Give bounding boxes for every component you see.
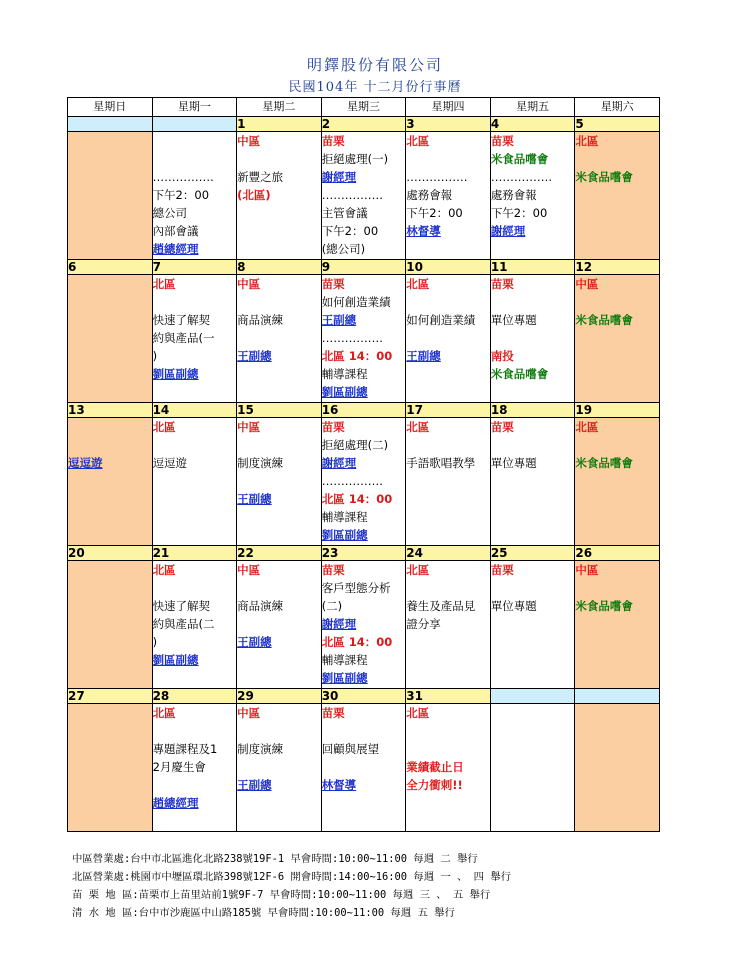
calendar-title: 民國104年 十二月份行事曆 xyxy=(288,80,462,95)
day-events xyxy=(490,704,575,832)
event-line: 處務會報 xyxy=(406,188,453,202)
event-line: 苗栗 xyxy=(321,134,345,148)
event-line xyxy=(237,472,321,490)
week-date-row xyxy=(68,117,660,132)
day-number xyxy=(152,117,237,132)
event-line: 全力衝刺!! xyxy=(406,778,463,792)
day-events xyxy=(406,704,491,832)
day-events xyxy=(152,704,237,832)
event-line: 謝經理 xyxy=(321,617,357,631)
weekday-header: 星期日 xyxy=(68,98,153,117)
day-number xyxy=(490,689,575,704)
event-line: 逗逗遊 xyxy=(68,456,103,470)
event-line: 下午2：00 xyxy=(321,224,379,238)
day-events xyxy=(490,561,575,689)
event-line: 單位專題 xyxy=(490,456,537,470)
week-date-row xyxy=(68,689,660,704)
day-number: 7 xyxy=(152,260,237,275)
day-events xyxy=(152,132,237,260)
event-line: 專題課程及1 xyxy=(152,742,218,756)
day-events xyxy=(321,418,406,546)
event-line: 米食品嚐會 xyxy=(490,152,549,166)
day-number: 13 xyxy=(68,403,153,418)
event-line: ……………. xyxy=(321,331,383,345)
office-row xyxy=(72,850,692,868)
meeting-time: 早會時間:10:00~11:00 每週 五 舉行 xyxy=(267,907,455,919)
event-line: 總公司 xyxy=(152,206,188,220)
day-number: 10 xyxy=(406,260,491,275)
day-events xyxy=(68,704,153,832)
event-line xyxy=(153,722,237,740)
event-line: 北區 xyxy=(575,134,599,148)
event-line: 如何創造業績 xyxy=(321,295,391,309)
event-line xyxy=(153,579,237,597)
day-events xyxy=(237,275,322,403)
event-line: 客戶型態分析 xyxy=(321,581,391,595)
day-events xyxy=(237,418,322,546)
event-line xyxy=(153,150,237,168)
day-events xyxy=(406,275,491,403)
office-address: 清 水 地 區:台中市沙鹿區中山路185號 xyxy=(72,907,268,919)
event-line: ) xyxy=(152,635,158,649)
company-name: 明鐸股份有限公司 xyxy=(306,56,443,74)
event-line: 謝經理 xyxy=(490,224,526,238)
week-date-row xyxy=(68,546,660,561)
event-line xyxy=(237,150,321,168)
event-line: 苗栗 xyxy=(321,563,345,577)
event-line: 業績截止日 xyxy=(406,760,464,774)
day-number: 14 xyxy=(152,403,237,418)
event-line: 下午2：00 xyxy=(152,188,210,202)
day-events xyxy=(68,418,153,546)
day-number: 1 xyxy=(237,117,322,132)
weekday-header: 星期六 xyxy=(575,98,660,117)
event-line: 單位專題 xyxy=(490,313,537,327)
event-line xyxy=(406,740,490,758)
day-number xyxy=(68,117,153,132)
meeting-time: 早會時間:10:00~11:00 每週 二 舉行 xyxy=(290,853,478,865)
day-number: 30 xyxy=(321,689,406,704)
event-line xyxy=(406,579,490,597)
event-line: 養生及產品見 xyxy=(406,599,476,613)
day-events xyxy=(490,275,575,403)
event-line xyxy=(575,579,659,597)
event-line: 中區 xyxy=(237,420,261,434)
week-events-row xyxy=(68,704,660,832)
event-line: 2月慶生會 xyxy=(152,760,206,774)
day-events xyxy=(575,275,660,403)
event-line: 輔導課程 xyxy=(321,367,368,381)
day-events xyxy=(406,418,491,546)
event-line: 證分享 xyxy=(406,617,441,631)
day-events xyxy=(575,561,660,689)
event-line: 趙總經理 xyxy=(152,796,199,810)
office-row xyxy=(72,868,692,886)
day-number: 31 xyxy=(406,689,491,704)
event-line: 北區 xyxy=(152,563,176,577)
event-line: 劉區副總 xyxy=(321,385,368,399)
event-line xyxy=(153,132,237,150)
day-number: 15 xyxy=(237,403,322,418)
event-line xyxy=(406,722,490,740)
event-line xyxy=(237,579,321,597)
day-number: 2 xyxy=(321,117,406,132)
event-line: 王副總 xyxy=(321,313,357,327)
week-events-row xyxy=(68,275,660,403)
event-line: ) xyxy=(152,349,158,363)
event-line: 北區 14：00 xyxy=(321,635,393,649)
day-number: 16 xyxy=(321,403,406,418)
event-line: 制度演練 xyxy=(237,456,284,470)
event-line: (總公司) xyxy=(321,242,366,256)
event-line xyxy=(575,436,659,454)
event-line: 北區 14：00 xyxy=(321,349,393,363)
event-line: 林督導 xyxy=(406,224,441,238)
day-number: 26 xyxy=(575,546,660,561)
day-events xyxy=(575,132,660,260)
day-number: 22 xyxy=(237,546,322,561)
event-line: 謝經理 xyxy=(321,170,357,184)
event-line xyxy=(237,758,321,776)
event-line: 北區 xyxy=(152,420,176,434)
event-line: 中區 xyxy=(575,277,599,291)
event-line: 輔導課程 xyxy=(321,653,368,667)
event-line: 苗栗 xyxy=(321,420,345,434)
day-number: 12 xyxy=(575,260,660,275)
event-line xyxy=(153,293,237,311)
weekday-header-row xyxy=(68,98,660,117)
week-date-row xyxy=(68,260,660,275)
day-events xyxy=(490,418,575,546)
event-line xyxy=(491,436,575,454)
day-events xyxy=(406,561,491,689)
day-events xyxy=(237,704,322,832)
event-line: 北區 xyxy=(406,706,430,720)
event-line: 王副總 xyxy=(237,349,272,363)
event-line: 快速了解契 xyxy=(152,313,211,327)
event-line: 劉區副總 xyxy=(152,367,199,381)
event-line: 劉區副總 xyxy=(321,671,368,685)
event-line: 劉區副總 xyxy=(152,653,199,667)
week-events-row xyxy=(68,132,660,260)
event-line xyxy=(237,436,321,454)
day-number: 18 xyxy=(490,403,575,418)
day-number: 27 xyxy=(68,689,153,704)
event-line: 商品演練 xyxy=(237,599,284,613)
event-line: 米食品嚐會 xyxy=(575,313,633,327)
event-line: 回顧與展望 xyxy=(321,742,380,756)
office-info xyxy=(72,850,692,922)
week-events-row xyxy=(68,561,660,689)
event-line: 快速了解契 xyxy=(152,599,211,613)
event-line: 北區 xyxy=(575,420,599,434)
event-line: 約與產品(一 xyxy=(152,331,215,345)
event-line: 北區 xyxy=(406,277,430,291)
weekday-header: 星期三 xyxy=(321,98,406,117)
event-line: 北區 xyxy=(406,420,430,434)
day-number: 28 xyxy=(152,689,237,704)
day-events xyxy=(490,132,575,260)
event-line: 中區 xyxy=(237,563,261,577)
weekday-header: 星期五 xyxy=(490,98,575,117)
event-line: 手語歌唱教學 xyxy=(406,456,476,470)
event-line: 王副總 xyxy=(237,778,272,792)
office-row xyxy=(72,904,692,922)
office-row xyxy=(72,886,692,904)
event-line: 內部會議 xyxy=(152,224,199,238)
day-number: 17 xyxy=(406,403,491,418)
event-line: 新豐之旅 xyxy=(237,170,284,184)
event-line: 苗栗 xyxy=(321,706,345,720)
weekday-header: 星期一 xyxy=(152,98,237,117)
event-line: 北區 xyxy=(406,134,430,148)
event-line: 米食品嚐會 xyxy=(575,170,633,184)
day-number: 11 xyxy=(490,260,575,275)
weekday-header: 星期二 xyxy=(237,98,322,117)
event-line: 下午2：00 xyxy=(490,206,548,220)
event-line: 王副總 xyxy=(237,492,272,506)
event-line: 下午2：00 xyxy=(406,206,463,220)
event-line: 商品演練 xyxy=(237,313,284,327)
event-line xyxy=(406,329,490,347)
meeting-time: 開會時間:14:00~16:00 每週 一 、 四 舉行 xyxy=(290,871,512,883)
event-line: 拒絕處理(二) xyxy=(321,438,389,452)
week-date-row xyxy=(68,403,660,418)
day-events xyxy=(68,132,153,260)
event-line xyxy=(237,615,321,633)
event-line: 輔導課程 xyxy=(321,510,368,524)
event-line: 南投 xyxy=(490,349,514,363)
event-line: 北區 xyxy=(152,277,176,291)
event-line: ……………. xyxy=(490,170,552,184)
event-line: ……………. xyxy=(406,170,468,184)
event-line xyxy=(491,579,575,597)
day-events xyxy=(237,561,322,689)
event-line xyxy=(575,150,659,168)
day-number: 21 xyxy=(152,546,237,561)
event-line: 中區 xyxy=(237,706,261,720)
day-events xyxy=(321,704,406,832)
day-events xyxy=(575,418,660,546)
event-line: 米食品嚐會 xyxy=(490,367,549,381)
event-line: 主管會議 xyxy=(321,206,368,220)
day-events xyxy=(152,418,237,546)
day-number: 29 xyxy=(237,689,322,704)
day-number: 5 xyxy=(575,117,660,132)
event-line: 劉區副總 xyxy=(321,528,368,542)
event-line: 米食品嚐會 xyxy=(575,456,633,470)
day-events xyxy=(321,132,406,260)
event-line: 王副總 xyxy=(237,635,272,649)
event-line: ……………. xyxy=(152,170,214,184)
event-line xyxy=(68,418,152,436)
event-line: 苗栗 xyxy=(321,277,345,291)
event-line: 謝經理 xyxy=(321,456,357,470)
day-number: 20 xyxy=(68,546,153,561)
day-events xyxy=(321,275,406,403)
event-line xyxy=(406,436,490,454)
event-line: 約與產品(二 xyxy=(152,617,215,631)
event-line xyxy=(406,150,490,168)
event-line: 拒絕處理(一) xyxy=(321,152,389,166)
event-line: (北區) xyxy=(237,188,271,202)
event-line xyxy=(68,436,152,454)
day-number: 8 xyxy=(237,260,322,275)
event-line: 苗栗 xyxy=(490,420,514,434)
event-line: 北區 xyxy=(406,563,430,577)
event-line: 北區 14：00 xyxy=(321,492,393,506)
event-line: 中區 xyxy=(237,277,261,291)
event-line: ……………. xyxy=(321,474,383,488)
event-line xyxy=(575,293,659,311)
weekday-header: 星期四 xyxy=(406,98,491,117)
day-events xyxy=(575,704,660,832)
event-line xyxy=(491,293,575,311)
calendar-table xyxy=(67,97,660,832)
event-line xyxy=(153,776,237,794)
event-line: 逗逗遊 xyxy=(152,456,188,470)
day-number: 3 xyxy=(406,117,491,132)
event-line: 苗栗 xyxy=(490,277,514,291)
event-line: 如何創造業績 xyxy=(406,313,476,327)
day-number: 4 xyxy=(490,117,575,132)
meeting-time: 早會時間:10:00~11:00 每週 三 、 五 舉行 xyxy=(269,889,491,901)
event-line: (二) xyxy=(321,599,343,613)
day-events xyxy=(406,132,491,260)
event-line xyxy=(237,293,321,311)
event-line: ……………. xyxy=(321,188,383,202)
event-line: 米食品嚐會 xyxy=(575,599,633,613)
event-line xyxy=(322,758,406,776)
day-number: 19 xyxy=(575,403,660,418)
day-events xyxy=(68,561,153,689)
office-address: 苗 栗 地 區:苗栗市上苗里站前1號9F-7 xyxy=(72,889,270,901)
day-events xyxy=(237,132,322,260)
event-line: 單位專題 xyxy=(490,599,537,613)
event-line: 林督導 xyxy=(321,778,357,792)
event-line xyxy=(322,722,406,740)
event-line: 苗栗 xyxy=(490,563,514,577)
event-line xyxy=(153,436,237,454)
day-number: 25 xyxy=(490,546,575,561)
event-line: 苗栗 xyxy=(490,134,514,148)
event-line: 王副總 xyxy=(406,349,441,363)
event-line: 制度演練 xyxy=(237,742,284,756)
event-line xyxy=(237,329,321,347)
day-events xyxy=(68,275,153,403)
day-number: 9 xyxy=(321,260,406,275)
day-events xyxy=(152,561,237,689)
event-line xyxy=(237,722,321,740)
day-number: 6 xyxy=(68,260,153,275)
office-address: 北區營業處:桃園市中壢區環北路398號12F-6 xyxy=(72,871,291,883)
event-line: 北區 xyxy=(152,706,176,720)
day-number: 24 xyxy=(406,546,491,561)
day-number xyxy=(575,689,660,704)
office-address: 中區營業處:台中市北區進化北路238號19F-1 xyxy=(72,853,291,865)
event-line: 趙總經理 xyxy=(152,242,199,256)
week-events-row xyxy=(68,418,660,546)
day-number: 23 xyxy=(321,546,406,561)
day-events xyxy=(152,275,237,403)
day-events xyxy=(321,561,406,689)
event-line xyxy=(491,329,575,347)
event-line: 中區 xyxy=(237,134,261,148)
event-line: 處務會報 xyxy=(490,188,537,202)
event-line: 中區 xyxy=(575,563,599,577)
event-line xyxy=(406,293,490,311)
